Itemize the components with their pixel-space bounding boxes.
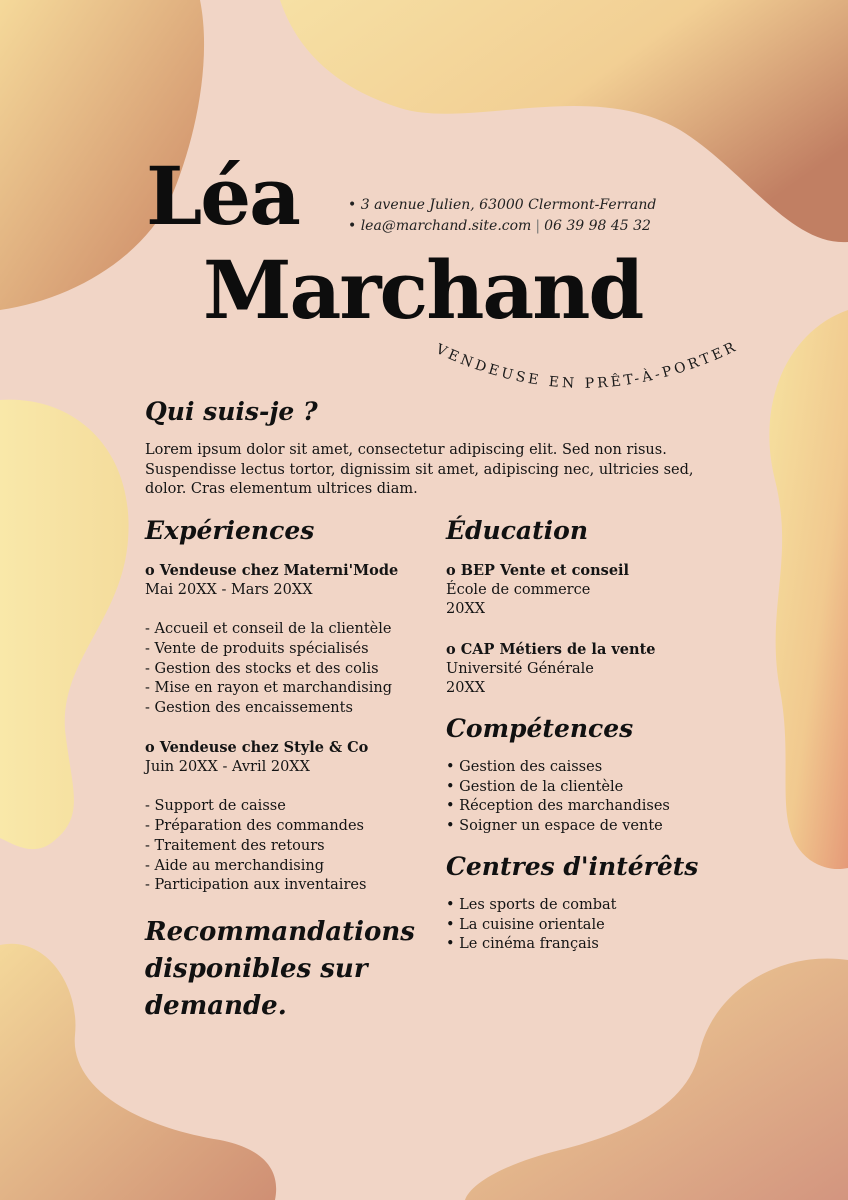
experiences-heading: Expériences (145, 516, 315, 545)
about-text: Lorem ipsum dolor sit amet, consectetur adipiscing elit. Sed non risus. Suspendisse lectus tortor, dignissim sit amet, adipiscing nec, ultricies sed, dolor. Cras elementum ultrices diam. (145, 442, 694, 498)
task-item: - Gestion des stocks et des colis (145, 660, 379, 677)
education-list (446, 561, 736, 699)
experience-title: o Vendeuse chez Materni'Mode (145, 562, 399, 579)
skill-item: • Gestion des caisses (446, 759, 603, 775)
education-year: 20XX (446, 601, 486, 618)
experience-title: o Vendeuse chez Style & Co (145, 739, 369, 757)
experiences-list (145, 561, 435, 896)
education-school: École de commerce (446, 581, 591, 598)
task-item: - Vente de produits spécialisés (145, 640, 369, 657)
svg-text:VENDEUSE EN PRÊT-À-PORTER (432, 338, 740, 392)
task-item: - Support de caisse (145, 798, 286, 815)
interests-list (446, 896, 736, 955)
education-item (446, 640, 736, 699)
task-item: - Aide au merchandising (145, 857, 325, 874)
skill-item: • Réception des marchandises (446, 798, 670, 815)
interest-item: • Le cinéma français (446, 936, 599, 953)
blob-left (0, 400, 129, 849)
recommendations-note: Recommandations disponibles sur demande. (145, 917, 415, 1021)
task-item: - Traitement des retours (145, 837, 325, 854)
education-title: o BEP Vente et conseil (446, 562, 630, 579)
task-item: - Mise en rayon et marchandising (145, 680, 393, 697)
interest-item: • Les sports de combat (446, 897, 617, 913)
education-year: 20XX (446, 680, 486, 697)
task-item: - Gestion des encaissements (145, 699, 353, 716)
interest-item: • La cuisine orientale (446, 916, 605, 933)
last-name: Marchand (203, 243, 643, 337)
task-item: - Accueil et conseil de la clientèle (145, 621, 392, 638)
education-heading: Éducation (446, 516, 589, 545)
task-item: - Préparation des commandes (145, 818, 364, 835)
email-text: • lea@marchand.site.com (348, 218, 532, 234)
task-item: - Participation aux inventaires (145, 877, 367, 894)
first-name: Léa (146, 149, 299, 243)
skills-list (446, 758, 736, 837)
experience-item (145, 561, 435, 719)
education-item (446, 561, 736, 620)
experience-dates: Mai 20XX - Mars 20XX (145, 581, 313, 598)
experience-item (145, 738, 435, 896)
blob-bottom-right (465, 958, 848, 1200)
job-title: VENDEUSE EN PRÊT-À-PORTER (433, 338, 741, 392)
contact-block (348, 195, 656, 237)
skill-item: • Gestion de la clientèle (446, 778, 624, 795)
address-line: • 3 avenue Julien, 63000 Clermont-Ferrand (348, 197, 657, 213)
contact-separator: | (535, 218, 541, 234)
skill-item: • Soigner un espace de vente (446, 818, 663, 835)
email-phone-line (348, 216, 656, 237)
education-title: o CAP Métiers de la vente (446, 640, 656, 658)
blob-right (769, 310, 848, 869)
phone-text: 06 39 98 45 32 (544, 218, 651, 234)
interests-heading: Centres d'intérêts (446, 852, 699, 881)
about-heading: Qui suis-je ? (145, 397, 318, 426)
job-title-arc (420, 320, 780, 430)
skills-heading: Compétences (446, 714, 634, 743)
education-school: Université Générale (446, 660, 594, 677)
experience-dates: Juin 20XX - Avril 20XX (145, 759, 310, 775)
